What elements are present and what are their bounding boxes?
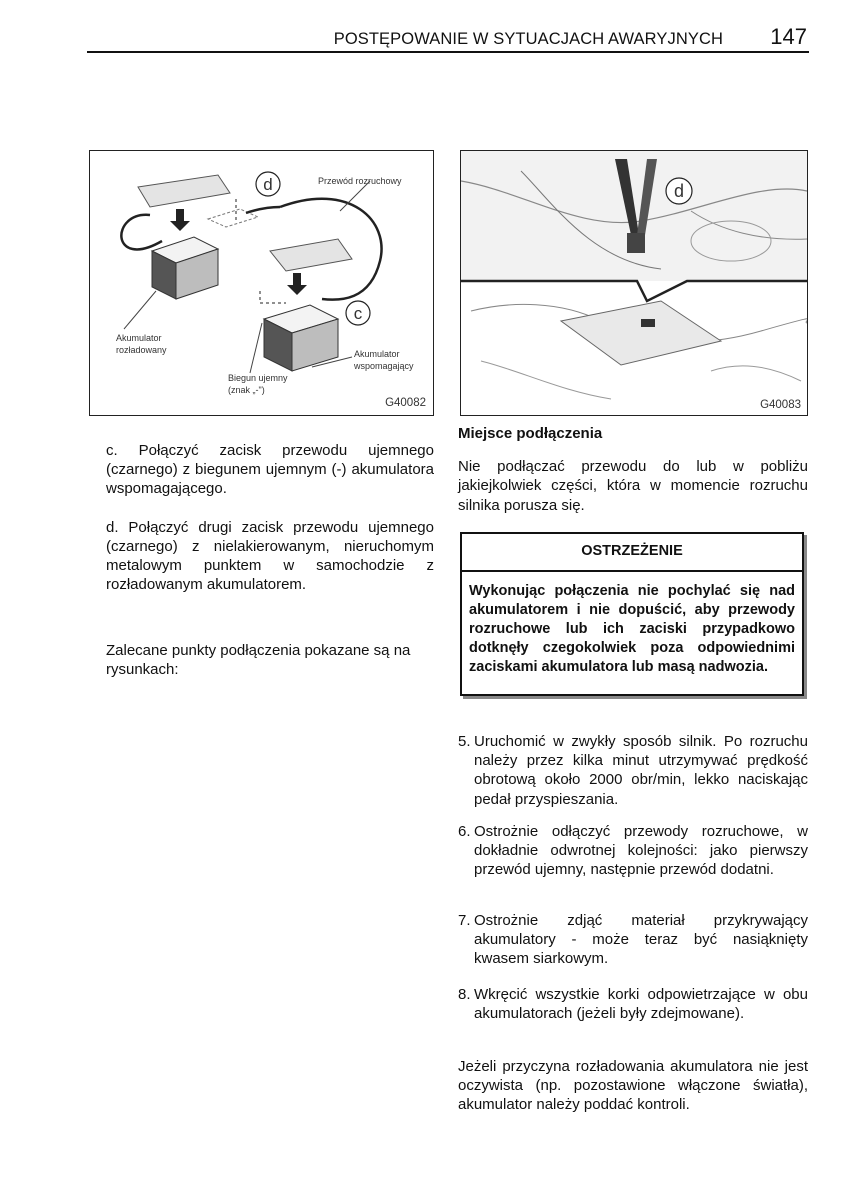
running-header-title: POSTĘPOWANIE W SYTUACJACH AWARYJNYCH [333,30,723,48]
arrow-down-icon [170,209,190,231]
list-item-step-5 [458,732,808,809]
engine-contour [481,361,611,399]
list-text: Ostrożnie odłączyć przewody rozruchowe, w dokładnie odwrotnej kolejności: jako pierwszy przewód ujemny, następnie przewód dodatni. [474,823,808,879]
dashed-leader-negative [260,291,286,303]
leader-line-discharged [124,291,156,329]
jump-start-diagram [89,150,434,416]
label-jumper-cable: Przewód rozruchowy [318,176,402,186]
label-discharged-line1: Akumulator [116,333,162,343]
jump-start-diagram-drawing [90,151,433,415]
list-item-step-7 [458,911,808,969]
recommended-points-paragraph-block [106,641,436,679]
jumper-cable-positive [121,215,162,250]
warning-text: Wykonując połączenia nie pochylać się nad akumulatorem i nie dopuścić, aby przewody rozruchowe lub ich zaciski przypadkowo dotknęły czegokolwiek poza odpowiednimi zaciskami akumulatora lub masą nadwozia. [469,582,795,675]
paragraph-recommended-points: Zalecane punkty podłączenia pokazane są na rysunkach: [106,642,411,679]
caption-text: Nie podłączać przewodu do lub w pobliżu jakiejkolwiek części, która w momencie rozruchu silnika porusza się. [458,458,808,514]
leader-line-negative [250,323,262,373]
zoom-pointer-frame [461,281,807,301]
list-number: 5. [458,733,471,750]
caption-heading: Miejsce podłączenia [458,425,603,442]
warning-title: OSTRZEŻENIE [581,543,683,559]
list-number: 6. [458,823,471,840]
list-number: 8. [458,986,471,1003]
list-number: 7. [458,912,471,929]
list-text: Wkręcić wszystkie korki odpowietrzające w obu akumulatorach (jeżeli były zdejmowane). [474,986,808,1023]
callout-d-letter: d [673,181,685,201]
arrow-down-icon [287,273,307,295]
list-item-step-8 [458,985,808,1023]
paragraph-step-c: c. Połączyć zacisk przewodu ujemnego (czarnego) z biegunem ujemnym (-) akumulatora wspomagającego. [106,442,434,498]
cover-cloth-booster [270,239,352,271]
engine-contour [711,366,801,381]
list-text: Uruchomić w zwykły sposób silnik. Po rozruchu należy przez kilka minut utrzymywać prędkość obrotową około 2000 obr/min, lekko naciskając pedał przyspieszania. [474,733,808,808]
page-number: 147 [770,24,807,49]
figure-code: G40082 [385,397,426,409]
ground-point [641,319,655,327]
jumper-cable-clamp-end [246,207,280,213]
callout-c-letter: c [353,304,363,323]
figure-caption [458,424,808,515]
list-text: Ostrożnie zdjąć materiał przykrywający akumulatory - może teraz być nasiąknięty kwasem siarkowym. [474,912,808,968]
figure-code: G40083 [760,399,801,411]
label-negative-line2: (znak „-") [228,385,265,395]
list-item-step-6 [458,822,808,880]
warning-box [460,532,804,696]
callout-d-letter: d [263,175,273,194]
left-column [106,441,434,594]
booster-battery-shape [264,305,338,371]
paragraph-step-d: d. Połączyć drugi zacisk przewodu ujemnego (czarnego) z nielakierowanym, nieruchomym metalowym punktem w samochodzie z rozładowanym akumulatorem. [106,518,434,594]
label-discharged-line2: rozładowany [116,345,167,355]
label-booster-line1: Akumulator [354,349,400,359]
final-paragraph-block [458,1057,808,1115]
discharged-battery-shape [152,237,218,299]
cover-cloth-discharged [138,175,230,207]
header-rule [87,51,809,53]
label-negative-line1: Biegun ujemny [228,373,288,383]
paragraph-final: Jeżeli przyczyna rozładowania akumulatora nie jest oczywista (np. pozostawione włączone światła), akumulator należy poddać kontroli. [458,1058,808,1114]
connection-point-diagram [460,150,808,416]
engine-block [561,301,721,365]
connection-point-drawing [461,151,807,415]
label-booster-line2: wspomagający [354,361,414,371]
